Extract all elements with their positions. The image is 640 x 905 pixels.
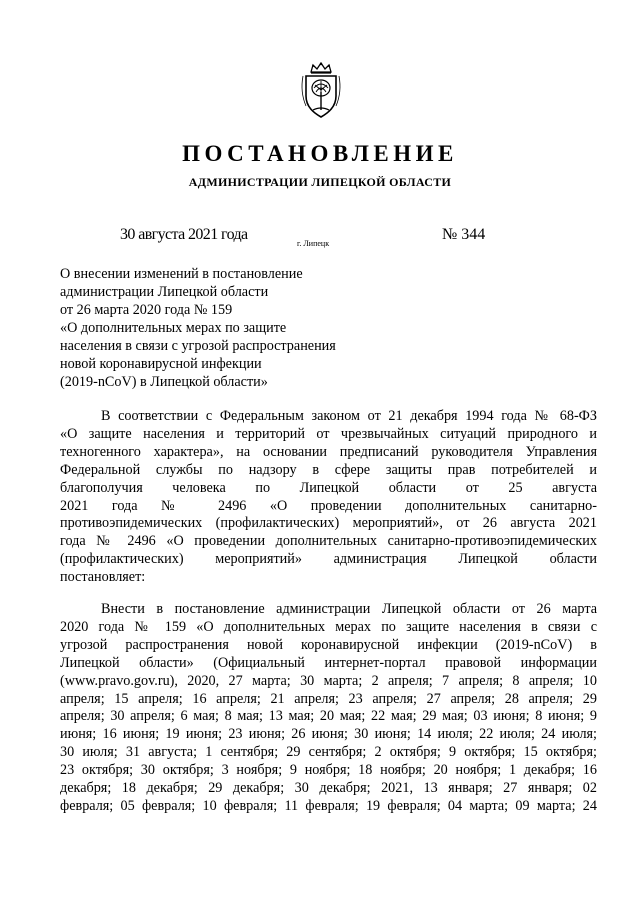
paragraph-line: Внести в постановление администрации Липецкой области от 26 марта (101, 601, 597, 617)
paragraph-line: противоэпидемических (профилактических) мероприятий», от 26 августа 2021 (60, 515, 597, 532)
preamble-paragraph (60, 408, 597, 587)
paragraph-line: июня; 16 июня; 19 июня; 23 июня; 26 июня; 30 июня; 14 июля; 22 июля; 24 июля; (60, 726, 597, 743)
document-city: г. Липецк (297, 239, 330, 248)
subject-line: О внесении изменений в постановление (60, 266, 303, 282)
paragraph-line: года № 2496 «О проведении дополнительных санитарно-противоэпидемических (60, 533, 597, 550)
document-subject (60, 265, 390, 391)
subject-line: от 26 марта 2020 года № 159 (60, 302, 233, 318)
paragraph-line: В соответствии с Федеральным законом от 21 декабря 1994 года № 68-ФЗ (101, 408, 597, 424)
paragraph-line: 23 октября; 30 октября; 3 ноября; 9 ноября; 18 ноября; 20 ноября; 1 декабря; 16 (60, 762, 597, 779)
document-title: ПОСТАНОВЛЕНИЕ (182, 141, 458, 166)
paragraph-line: апреля; 15 апреля; 16 апреля; 21 апреля; 23 апреля; 27 апреля; 28 апреля; 29 (60, 690, 597, 707)
subject-line: населения в связи с угрозой распространения (60, 338, 336, 354)
paragraph-line: угрозой распространения новой коронавирусной инфекции (2019-nCoV) в (60, 636, 597, 653)
paragraph-line: постановляет: (60, 569, 146, 586)
paragraph-line: (www.pravo.gov.ru), 2020, 27 марта; 30 марта; 2 апреля; 7 апреля; 8 апреля; 10 (60, 672, 597, 689)
paragraph-line: (профилактических) мероприятий» администрация Липецкой области (60, 551, 597, 568)
document-number: № 344 (442, 226, 486, 243)
coat-of-arms-icon (297, 62, 345, 120)
subject-line: «О дополнительных мерах по защите (60, 320, 287, 336)
paragraph-line: Федеральной службы по надзору в сфере защиты прав потребителей и (60, 461, 597, 478)
paragraph-line: 2021 года № 2496 «О проведении дополнительных санитарно- (60, 497, 597, 514)
paragraph-line: Липецкой области» (Официальный интернет-портал правовой информации (60, 654, 597, 671)
paragraph-line: техногенного характера», на основании предписаний руководителя Управления (60, 443, 597, 460)
paragraph-line: декабря; 18 декабря; 29 декабря; 30 декабря; 2021, 13 января; 27 января; 02 (60, 780, 597, 797)
paragraph-line: 2020 года № 159 «О дополнительных мерах по защите населения в связи с (60, 618, 597, 635)
paragraph-line: февраля; 05 февраля; 10 февраля; 11 февраля; 19 февраля; 04 марта; 09 марта; 24 (60, 797, 597, 814)
paragraph-line: благополучия человека по Липецкой области от 25 августа (60, 479, 597, 496)
document-date: 30 августа 2021 года (120, 226, 248, 243)
issuing-authority: АДМИНИСТРАЦИИ ЛИПЕЦКОЙ ОБЛАСТИ (188, 175, 452, 189)
subject-line: (2019-nCoV) в Липецкой области» (60, 374, 268, 390)
subject-line: новой коронавирусной инфекции (60, 356, 262, 372)
paragraph-line: апреля; 30 апреля; 6 мая; 8 мая; 13 мая; 20 мая; 22 мая; 29 мая; 03 июня; 8 июня; 9 (60, 708, 597, 725)
subject-line: администрации Липецкой области (60, 284, 269, 300)
resolution-paragraph (60, 601, 597, 816)
paragraph-line: «О защите населения и территорий от чрезвычайных ситуаций природного и (60, 425, 597, 442)
paragraph-line: 30 июля; 31 августа; 1 сентября; 29 сентября; 2 октября; 9 октября; 15 октября; (60, 744, 597, 761)
